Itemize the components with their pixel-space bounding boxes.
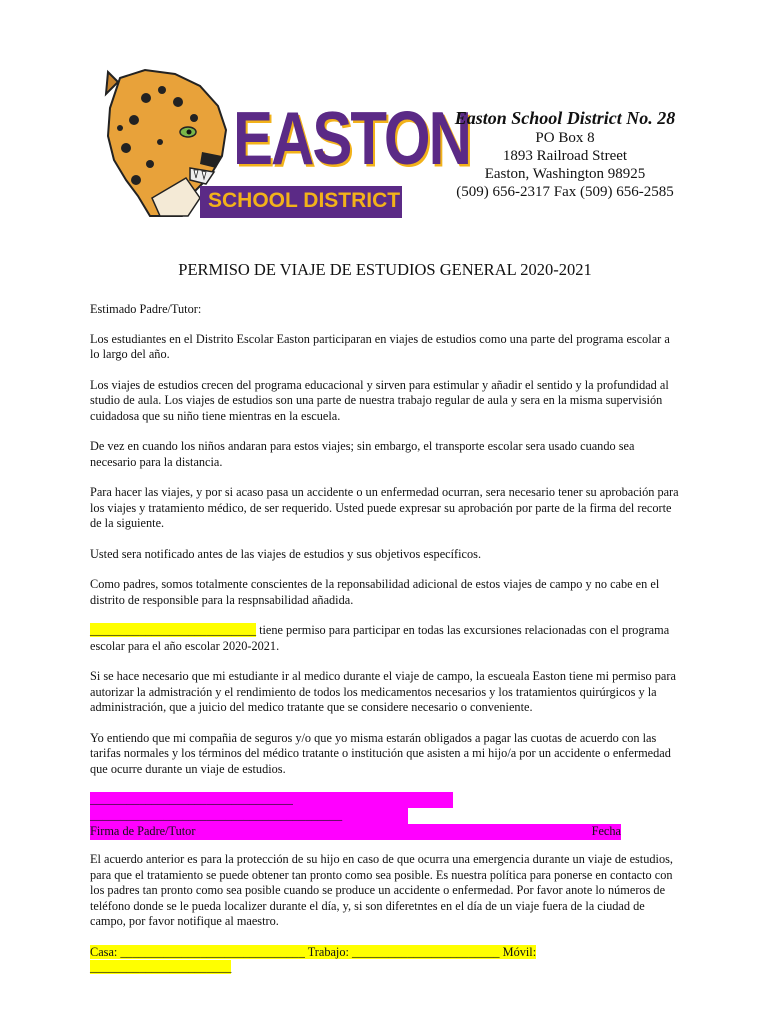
signature-line-1[interactable]: _________________________________ — [90, 792, 453, 808]
paragraph-4: Para hacer las viajes, y por si acaso pasa un accidente o un enfermedad ocurran, sera necesario tener su aprobación para los viajes y tratamiento médico, de ser requerido. Usted puede expresar su aprobación por parte de la firma del recorte de la siguiente. — [90, 485, 679, 530]
logo-band — [200, 186, 402, 218]
logo-school-district-text: SCHOOL DISTRICT — [208, 189, 401, 212]
paragraph-7 — [90, 623, 680, 654]
paragraph-10: El acuerdo anterior es para la protección de su hijo en caso de que ocurra una emergencia durante un viaje de estudios, para que el tratamiento se puede obtener tan pronto como sea posible. Es nuestra política para ponerse en contacto con los padres tan pronto como sea posible cuando se produce un accidente o enfermedad. Por favor anote lo números de teléfono donde se le pueda localizer durante el día, y, si son diferetntes en el día de un viaje fuera de la ciudad de campo, por favor notifique al maestro. — [90, 852, 673, 928]
signature-label-row — [90, 824, 621, 840]
phone-numbers — [90, 945, 680, 976]
city-state-zip: Easton, Washington 98925 — [484, 166, 646, 182]
paragraph-6: Como padres, somos totalmente conscientes de la reponsabilidad adicional de estos viajes de campo y no cabe en el distrito de responsible para la respnsabilidad añadida. — [90, 577, 660, 607]
paragraph-7-text: tiene permiso para participar en todas las excursiones relacionadas con el programa escolar para el año escolar 2020-2021. — [90, 623, 670, 653]
paragraph-3: De vez en cuando los niños andaran para estos viajes; sin embargo, el transporte escolar sera usado cuando sea necesario para la distancia. — [90, 439, 635, 469]
paragraph-2: Los viajes de estudios crecen del programa educacional y sirven para estimular y añadir el sentido y la profundidad al studio de aula. Los viajes de estudios son una parte de nuestra trabajo regular de aula y sera en la misma supervisión cuidadosa que su niño tiene mientras en la escuela. — [90, 377, 669, 423]
greeting: Estimado Padre/Tutor: — [90, 302, 202, 316]
paragraph-8: Si se hace necesario que mi estudiante ir al medico durante el viaje de campo, la escueala Easton tiene mi permiso para autorizar la admistración y el rendimiento de todos los medicamentos necesarios y los tratamientos quirúrgicos y la administración, que a juicio del medico tratante que se considere necesario o conveniente. — [90, 669, 676, 714]
signature-block — [90, 792, 680, 840]
phone-fields-line-1[interactable]: Casa: ______________________________ Trabajo: ________________________ Móvil: — [90, 944, 537, 959]
signature-label: Firma de Padre/Tutor — [90, 824, 196, 838]
street-address: 1893 Railroad Street — [502, 148, 628, 164]
po-box: PO Box 8 — [535, 130, 595, 146]
signature-line-2[interactable]: _________________________________________ — [90, 808, 408, 824]
phone-fields-line-2[interactable]: _______________________ — [90, 960, 232, 974]
document-title: PERMISO DE VIAJE DE ESTUDIOS GENERAL 2020-2021 — [178, 260, 592, 279]
student-name-field[interactable]: ___________________________ — [90, 623, 257, 637]
letter-body — [90, 302, 680, 976]
paragraph-9: Yo entiendo que mi compañia de seguros y/o que yo misma estarán obligados a pagar las cuotas de acuerdo con las tarifas normales y los términos del médico tratante o institución que asisten a mi hijo/a por un accidente o enfermedad que ocurre durante un viaje de estudios. — [90, 730, 671, 776]
logo-easton-text: EASTON — [233, 96, 470, 180]
district-name: Easton School District No. 28 — [454, 108, 676, 128]
district-logo — [90, 68, 470, 218]
paragraph-1: Los estudiantes en el Distrito Escolar Easton participaran en viajes de estudios como una parte del programa escolar a lo largo del año. — [90, 331, 670, 361]
phone-fax: (509) 656-2317 Fax (509) 656-2585 — [456, 184, 674, 200]
date-label: Fecha — [591, 824, 621, 838]
paragraph-5: Usted sera notificado antes de las viajes de estudios y sus objetivos específicos. — [90, 546, 482, 561]
district-address — [420, 107, 710, 201]
